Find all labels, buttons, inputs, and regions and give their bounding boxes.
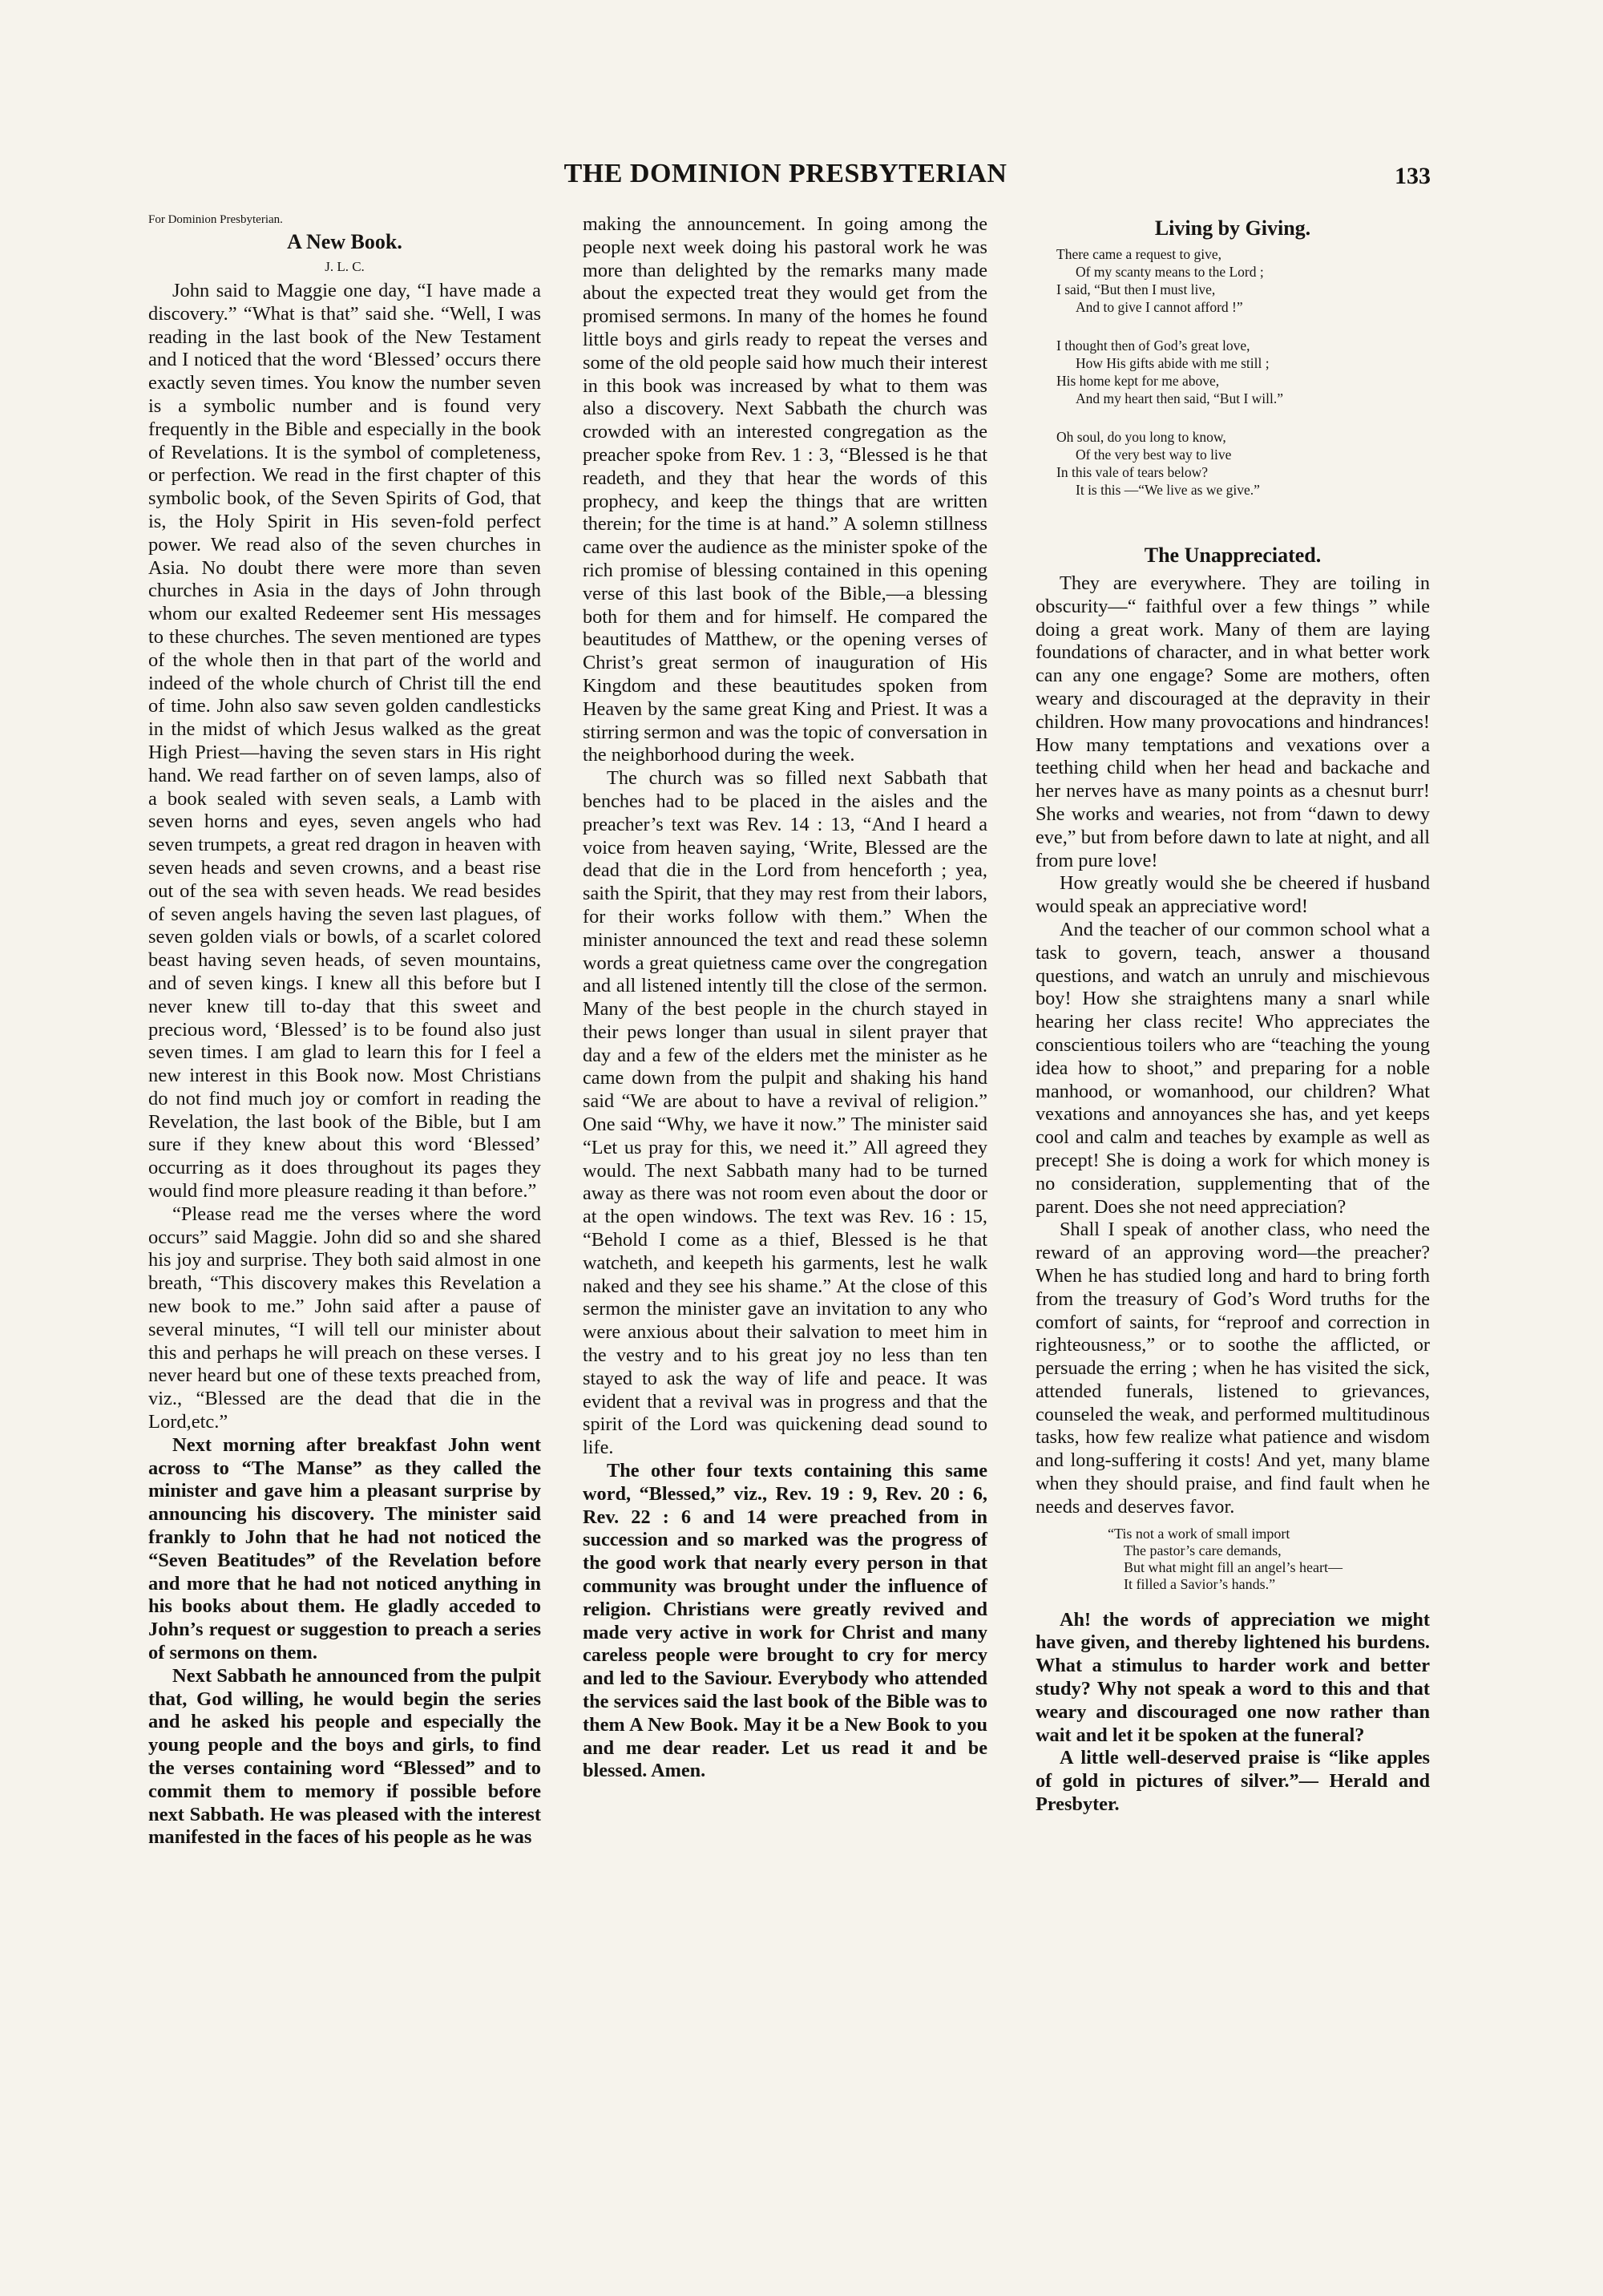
poem-line: Of the very best way to live bbox=[1076, 447, 1232, 463]
poem bbox=[1056, 245, 1430, 499]
column-middle bbox=[583, 213, 987, 1783]
article-paragraph: Next Sabbath he announced from the pulpit that, God willing, he would begin the series and he asked his people and especially the young people and the boys and girls, to find the verses containing word “Blessed” and to commit them to memory if possible before next Sabbath. He was pleased with the interest manifested in the faces of his people as he was bbox=[148, 1664, 541, 1849]
poem-line: And my heart then said, “But I will.” bbox=[1076, 390, 1284, 406]
poem-line: Of my scanty means to the Lord ; bbox=[1076, 264, 1264, 280]
article-paragraph: making the announcement. In going among the people next week doing his pastoral work he was more than delighted by the remarks many made about the expected treat they would get from the promised sermons. In many of the homes he found little boys and girls ready to repeat the verses and some of the old people said how much their interest in this book was increased by what to them was also a discovery. Next Sabbath the church was crowded with an interested congregation as the preacher spoke from Rev. 1 : 3, “Blessed is he that readeth, and they that hear the words of this prophecy, and keep the things that are written therein; for the time is at hand.” A solemn stillness came over the audience as the minister spoke of the rich promise of blessing contained in this opening verse of this last book of the Bible,—a blessing both for them and for himself. He compared the beautitudes of Matthew, or the opening verses of Christ’s great sermon of inauguration of His Kingdom and these beautitudes spoken from Heaven by the same great King and Priest. It was a stirring sermon and was the topic of conversation in the neighborhood during the week. bbox=[583, 213, 987, 766]
article-paragraph: John said to Maggie one day, “I have made a discovery.” “What is that” said she. “Well, I was reading in the last book of the New Testament and I noticed that the word ‘Blessed’ occurs there exactly seven times. You know the number seven is a symbolic number and is found very frequently in the Bible and especially in the book of Revelations. It is the symbol of completeness, or perfection. We read in the first chapter of this symbolic book, of the Seven Spirits of God, that is, the Holy Spirit in His seven-fold perfect power. We read also of the seven churches in Asia. No doubt there were more than seven churches in Asia in the days of John through whom our exalted Redeemer sent His messages to these churches. The seven mentioned are types of the whole then in that part of the world and indeed of the whole church of Christ till the end of time. John also saw seven golden candlesticks in the midst of which Jesus walked as the great High Priest—having the seven stars in His right hand. We read farther on of seven lamps, also of a book sealed with seven seals, a Lamb with seven horns and eyes, seven angels who had seven trumpets, a great red dragon in heaven with seven heads and seven crowns, and a beast rise out of the sea with seven heads. We read besides of seven angels having the seven last plagues, of seven golden vials or bowls, of a scarlet colored beast having seven heads, of seven mountains, and of seven kings. I knew all this before but I never knew till to-day that this sweet and precious word, ‘Blessed’ is to be found also just seven times. I am glad to learn this for I feel a new interest in this Book now. Most Christians do not find much joy or comfort in reading the Revelation, the last book of the Bible, but I am sure if they knew about this word ‘Blessed’ occurring as it does throughout its pages they would find more pleasure reading it than before.” bbox=[148, 280, 541, 1203]
poem-line: “Tis not a work of small import bbox=[1108, 1525, 1290, 1542]
page-number: 133 bbox=[1395, 163, 1431, 189]
article-paragraph: The other four texts containing this same word, “Blessed,” viz., Rev. 19 : 9, Rev. 20 : 6, Rev. 22 : 6 and 14 were preached from in succession and so marked was the progress of the good work that nearly every person in that community was brought under the influence of religion. Christians were greatly revived and made very active in work for Christ and many careless people were brought to cry for mercy and led to the Saviour. Everybody who attended the services said the last book of the Bible was to them A New Book. May it be a New Book to you and me dear reader. Let us read it and be blessed. Amen. bbox=[583, 1460, 987, 1782]
attribution-note: For Dominion Presbyterian. bbox=[148, 213, 283, 226]
poem-stanza bbox=[1056, 428, 1430, 499]
article-paragraph: The church was so filled next Sabbath that benches had to be placed in the aisles and the preacher’s text was Rev. 14 : 13, “And I heard a voice from heaven saying, ‘Write, Blessed are the dead that die in the Lord from henceforth ; yea, saith the Spirit, that they may rest from their labors, for their works follow with them.” When the minister announced the text and read these solemn words a great quietness came over the congregation and all listened intently till the close of the sermon. Many of the best people in the church stayed in their pews longer than usual in silent prayer that day and a few of the elders met the minister as he came down from the pulpit and shaking his hand said “We are about to have a revival of religion.” One said “Why, we have it now.” The minister said “Let us pray for this, we need it.” All agreed they would. The next Sabbath many had to be turned away as there was not room even about the door or at the open windows. The text was Rev. 16 : 15, “Behold I come as a thief, Blessed is he that watcheth, and keepeth his garments, lest he walk naked and they see his shame.” At the close of this sermon the minister gave an invitation to any who were anxious about their salvation to meet him in the vestry and to his great joy no less than ten stayed to ask the way of life and peace. It was evident that a revival was in progress and that the spirit of the Lord was quickening dead sound to life. bbox=[583, 767, 987, 1459]
poem-line: How His gifts abide with me still ; bbox=[1076, 355, 1270, 371]
poem-line: I thought then of God’s great love, bbox=[1056, 338, 1250, 354]
article-paragraph: Ah! the words of appreciation we might have given, and thereby lightened his burdens. What a stimulus to harder work and better study? Why not speak a word to this and that weary and discouraged one now rather than wait and let it be spoken at the funeral? bbox=[1036, 1608, 1430, 1746]
poem-stanza bbox=[1056, 337, 1430, 407]
poem-line: There came a request to give, bbox=[1056, 246, 1222, 262]
column-right bbox=[1036, 213, 1430, 1817]
poem-line: And to give I cannot afford !” bbox=[1076, 299, 1243, 315]
poem-stanza bbox=[1056, 245, 1430, 316]
quoted-verse bbox=[1108, 1526, 1430, 1593]
masthead-title: THE DOMINION PRESBYTERIAN bbox=[563, 159, 1007, 188]
article-paragraph: They are everywhere. They are toiling in obscurity—“ faithful over a few things ” while doing a great work. Many of them are laying foundations of character, and in what better work can any one engage? Some are mothers, often weary and discouraged at the depravity in their children. How many provocations and hindrances! How many temptations and vexations over a teething child when her head and backache and her nerves have as many points as a chesnut burr! She works and wearies, not from “dawn to dewy eve,” but from before dawn to late at night, and all from pure love! bbox=[1036, 572, 1430, 871]
poem-line: It is this —“We live as we give.” bbox=[1076, 482, 1260, 498]
poem-line: But what might fill an angel’s heart— bbox=[1124, 1558, 1343, 1575]
article-byline: J. L. C. bbox=[325, 259, 365, 274]
article-paragraph: A little well-deserved praise is “like apples of gold in pictures of silver.”— Herald and Presbyter. bbox=[1036, 1747, 1430, 1816]
article-paragraph: And the teacher of our common school what a task to govern, teach, answer a thousand questions, and watch an unruly and mischievous boy! How she straightens many a snarl while hearing her class recite! Who appreciates the conscientious toilers who are “teaching the young idea how to shoot,” and preparing for a noble manhood, or womanhood, our children? What vexations and annoyances she has, and yet keeps cool and calm and teaches by example as well as precept! She is doing a work for which money is no consideration, supplementing that of the parent. Does she not need appreciation? bbox=[1036, 918, 1430, 1218]
column-left bbox=[148, 213, 541, 1849]
poem-line: I said, “But then I must live, bbox=[1056, 281, 1216, 297]
article-paragraph: Next morning after breakfast John went across to “The Manse” as they called the minister and gave him a pleasant surprise by announcing his discovery. The minister said frankly to John that he had not noticed the “Seven Beatitudes” of the Revelation before and more that he had not noticed anything in his books about them. He gladly acceded to John’s request or suggestion to preach a series of sermons on them. bbox=[148, 1433, 541, 1664]
article-paragraph: How greatly would she be cheered if husband would speak an appreciative word! bbox=[1036, 872, 1430, 918]
poem-line: His home kept for me above, bbox=[1056, 373, 1220, 389]
article-paragraph: Shall I speak of another class, who need the reward of an approving word—the preacher? When he has studied long and hard to bring forth from the treasury of God’s Word truths for the comfort of saints, for “reproof and correction in righteousness,” or to soothe the afflicted, or persuade the erring ; when he has visited the sick, attended funerals, listened to grievances, counseled the weak, and performed multitudinous tasks, how few realize what patience and wisdom and long-suffering it costs! And yet, many blame when they should praise, and find fault when he needs and deserves favor. bbox=[1036, 1219, 1430, 1518]
poem-line: It filled a Savior’s hands.” bbox=[1124, 1575, 1276, 1592]
article-title: The Unappreciated. bbox=[1144, 544, 1322, 567]
article-title: A New Book. bbox=[287, 230, 402, 253]
poem-line: Oh soul, do you long to know, bbox=[1056, 429, 1226, 445]
poem-line: The pastor’s care demands, bbox=[1124, 1542, 1282, 1558]
poem-line: In this vale of tears below? bbox=[1056, 464, 1209, 480]
article-paragraph: “Please read me the verses where the word occurs” said Maggie. John did so and she shared his joy and surprise. They both said almost in one breath, “This discovery makes this Revelation a new book to me.” John said after a pause of several minutes, “I will tell our minister about this and perhaps he will preach on these verses. I never heard but one of these texts preached from, viz., “Blessed are the dead that die in the Lord,etc.” bbox=[148, 1203, 541, 1433]
poem-title: Living by Giving. bbox=[1154, 216, 1311, 240]
